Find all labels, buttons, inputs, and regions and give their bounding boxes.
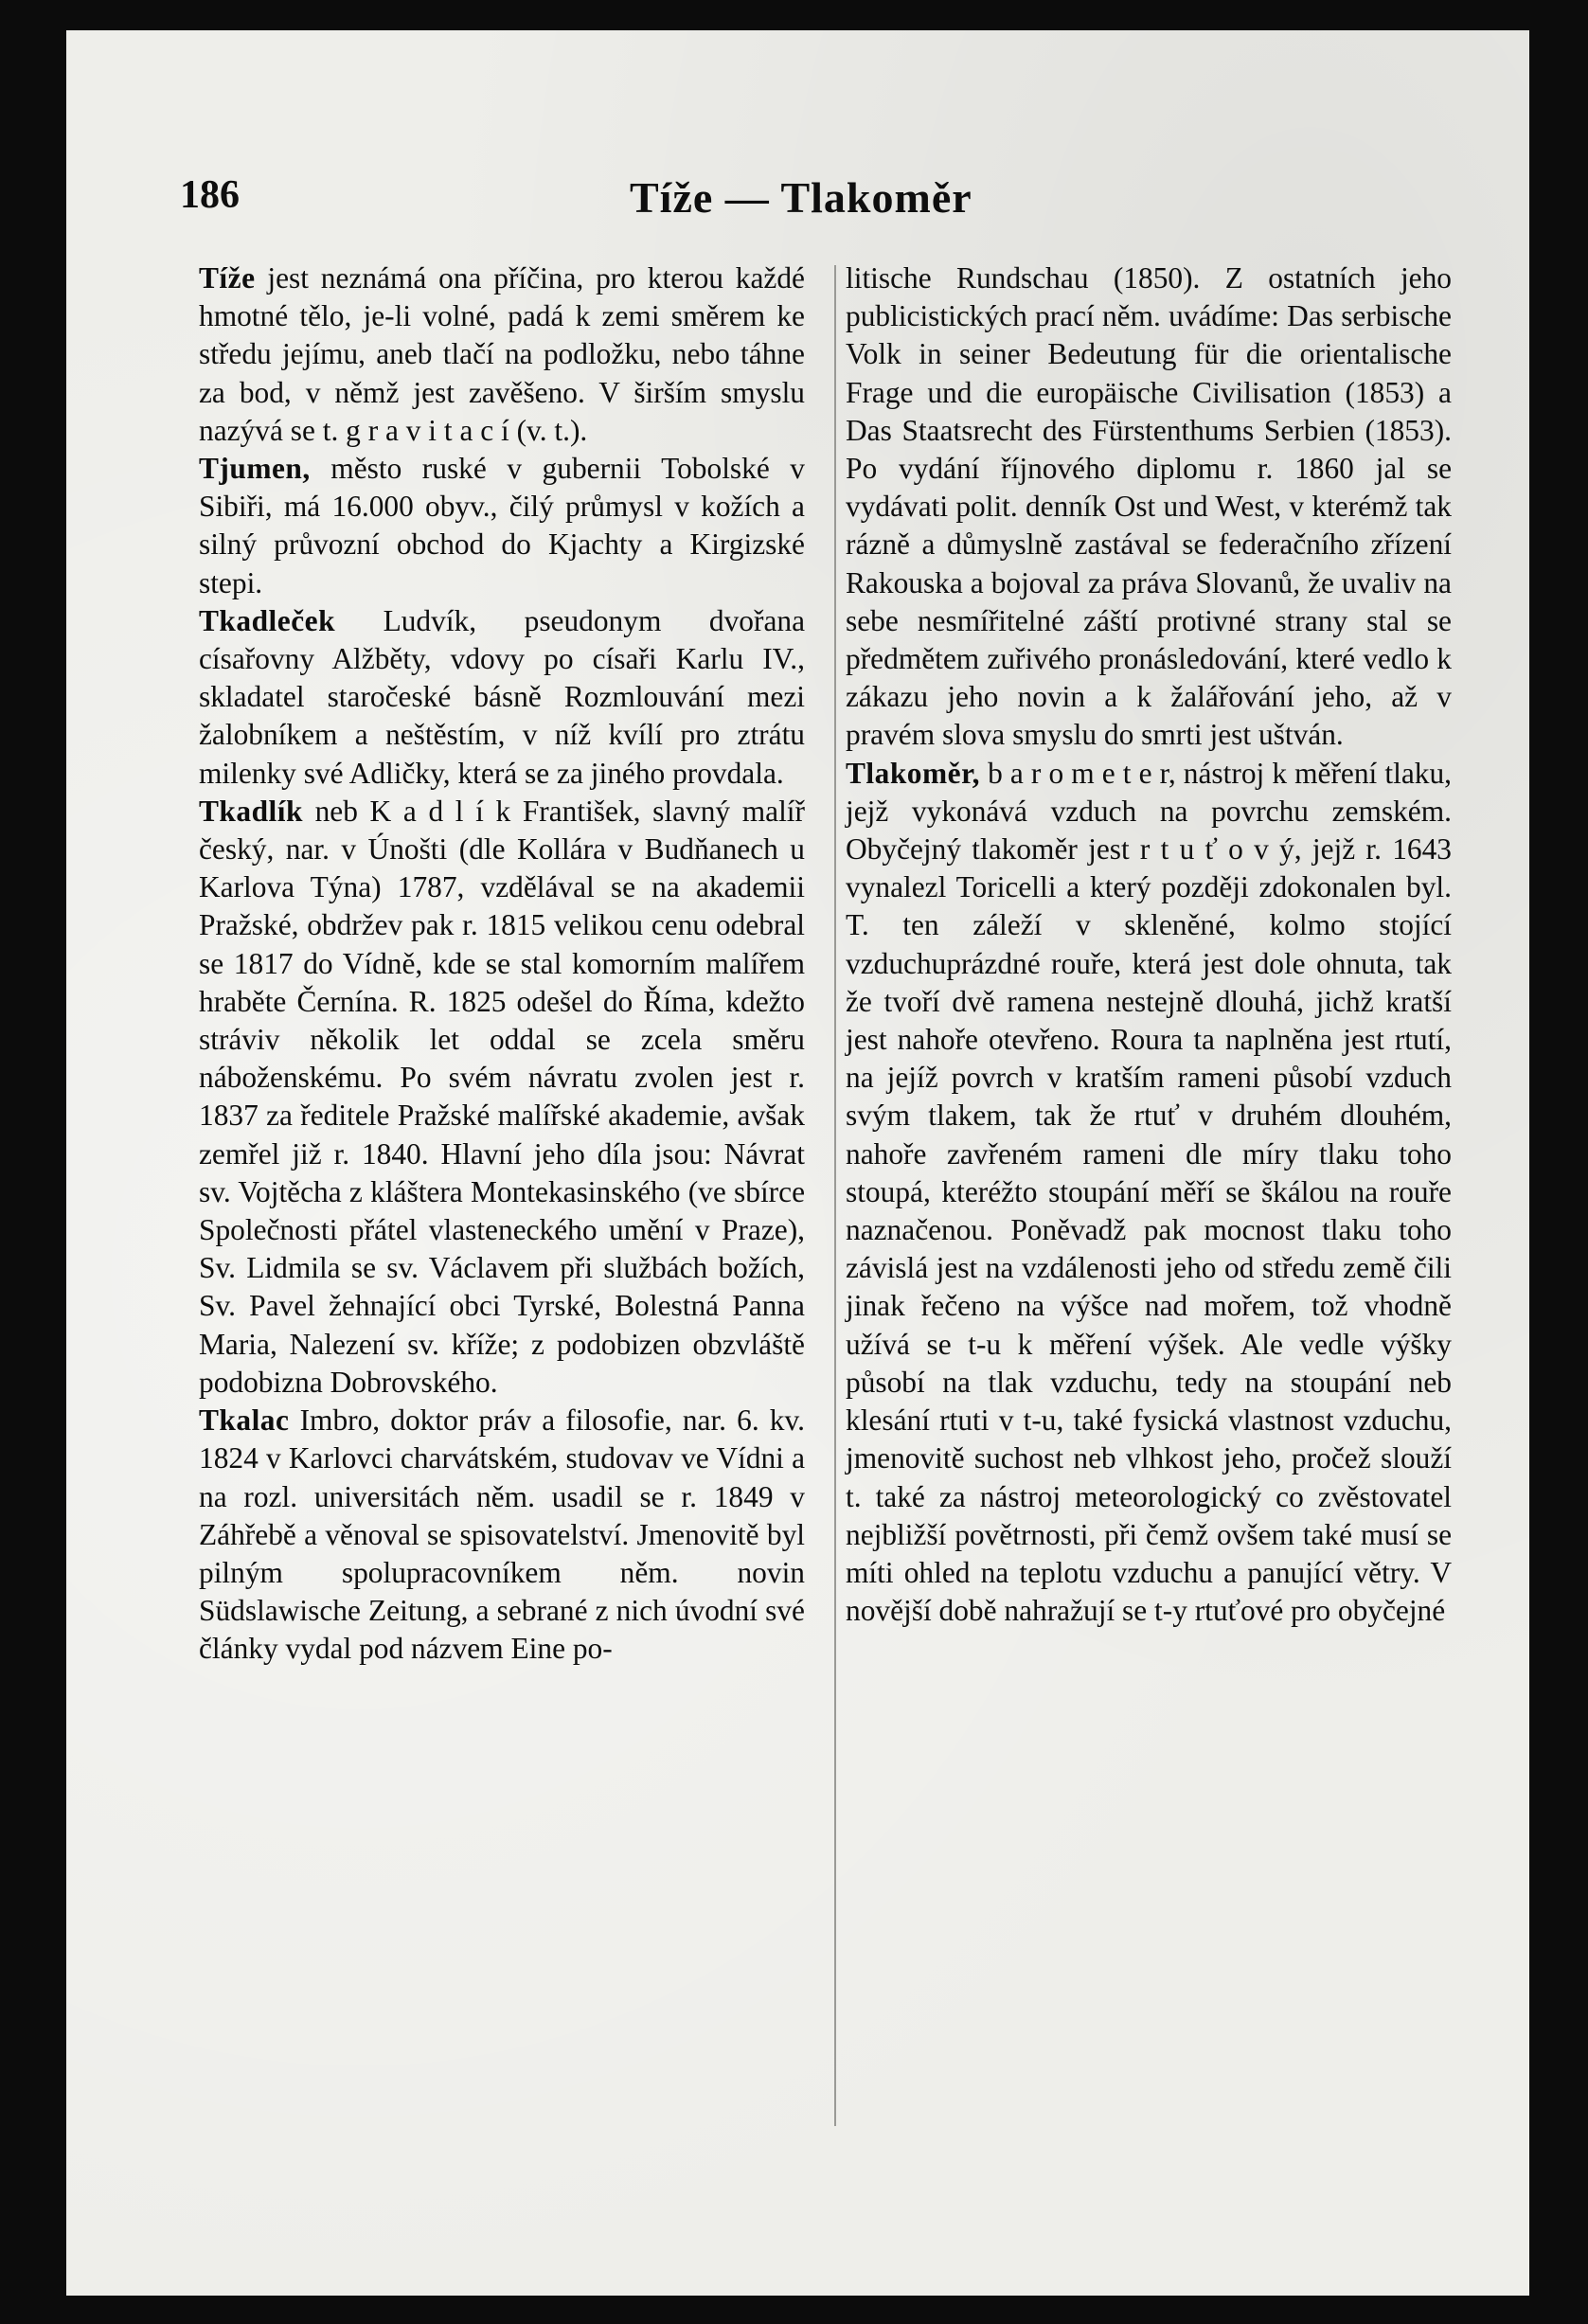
entry-tkalac-continued <box>846 259 1452 755</box>
entry-text: město ruské v gubernii Tobolské v Sibiři, má 16.000 obyv., čilý průmysl v kožích a silný průvozní obchod do Kjachty a Kirgizské stepi. <box>199 452 805 599</box>
entry-headword: Tkadlík <box>199 794 303 828</box>
book-page <box>66 30 1529 2296</box>
entry-text: neb K a d l í k František, slavný malíř český, nar. v Únošti (dle Kollára v Budňanech u Karlova Týna) 1787, vzdělával se na akademii Pražské, obdržev pak r. 1815 velikou cenu odebral se 1817 do Vídně, kde se stal komorním malířem hraběte Černína. R. 1825 odešel do Říma, kdežto stráviv několik let oddal se zcela směru náboženskému. Po svém návratu zvolen jest r. 1837 za ředitele Pražské malířské akademie, avšak zemřel již r. 1840. Hlavní jeho díla jsou: Návrat sv. Vojtěcha z kláštera Montekasinského (ve sbírce Společnosti přátel vlasteneckého umění v Praze), Sv. Lidmila se sv. Václavem při službách božích, Sv. Pavel žehnající obci Tyrské, Bolestná Panna Maria, Nalezení sv. kříže; z podobizen obzvláště podobizna Dobrovského. <box>199 794 805 1399</box>
left-column <box>199 259 805 1669</box>
page-number: 186 <box>180 173 240 217</box>
entry-headword: Tkalac <box>199 1403 290 1438</box>
entry-tkadlik <box>199 793 805 1402</box>
entry-text: litische Rundschau (1850). Z ostatních jeho publicistických prací něm. uvádíme: Das serbische Volk in seiner Bedeutung für die orientalische Frage und die europäische Civilisation (1853) a Das Staatsrecht des Fürstenthums Serbien (1853). Po vydání říjnového diplomu r. 1860 jal se vydávati polit. denník Ost und West, v kterémž tak rázně a důmyslně zastával se federačního zřízení Rakouska a bojoval za práva Slovanů, že uvaliv na sebe nesmířitelné záští protivné strany stal se předmětem zuřivého pronásledování, které vedlo k zákazu jeho novin a k žalářování jeho, až v pravém slova smyslu do smrti jest uštván. <box>846 261 1452 752</box>
entry-tkalac <box>199 1402 805 1668</box>
entry-text: b a r o m e t e r, nástroj k měření tlaku, jejž vykonává vzduch na povrchu zemském. Obyčejný tlakoměr jest r t u ť o v ý, jejž r. 1643 vynalezl Toricelli a který později zdokonalen byl. T. ten záleží v skleněné, kolmo stojící vzduchuprázdné rouře, která jest dole ohnuta, tak že tvoří dvě ramena nestejně dlouhá, jichž kratší jest nahoře otevřeno. Roura ta naplněna jest rtutí, na jejíž povrch v kratším rameni působí vzduch svým tlakem, tak že rtuť v druhém dlouhém, nahoře zavřeném rameni dle míry tlaku toho stoupá, kteréžto stoupání měří se škálou na rouře naznačenou. Poněvadž pak mocnost tlaku toho závislá jest na vzdálenosti jeho od středu země čili jinak řečeno na výšce nad mořem, tož vhodně užívá se t-u k měření výšek. Ale vedle výšky působí na tlak vzduchu, tedy na stoupání neb klesání rtuti v t-u, také fysická vlastnost vzduchu, jmenovitě suchost neb vlhkost jeho, pročež slouží t. také za nástroj meteorologický co zvěstovatel nejbližší povětrnosti, při čemž ovšem také musí se míti ohled na teplotu vzduchu a panující větry. V novější době nahražují se t-y rtuťové pro obyčejné <box>846 756 1452 1628</box>
page-header <box>66 172 1529 229</box>
running-head: Tíže — Tlakoměr <box>630 173 972 222</box>
entry-tize <box>199 259 805 450</box>
right-column <box>846 259 1452 1630</box>
entry-headword: Tlakoměr, <box>846 756 980 790</box>
column-divider <box>834 265 836 2126</box>
entry-tlakomer <box>846 755 1452 1631</box>
entry-headword: Tíže <box>199 261 256 295</box>
entry-text: jest neznámá ona příčina, pro kterou každé hmotné tělo, je-li volné, padá k zemi směrem ke středu jejímu, aneb tlačí na podložku, nebo táhne za bod, v němž jest zavěšeno. V širším smyslu nazývá se t. g r a v i t a c í (v. t.). <box>199 261 805 447</box>
entry-tjumen <box>199 450 805 602</box>
entry-headword: Tkadleček <box>199 603 336 637</box>
entry-text: Ludvík, pseudonym dvořana císařovny Alžběty, vdovy po císaři Karlu IV., skladatel staročeské básně Rozmlouvání mezi žalobníkem a neštěstím, v níž kvílí pro ztrátu milenky své Adličky, která se za jiného provdala. <box>199 603 805 790</box>
entry-headword: Tjumen, <box>199 452 311 486</box>
entry-tkadlecek <box>199 602 805 793</box>
entry-text: Imbro, doktor práv a filosofie, nar. 6. kv. 1824 v Karlovci charvátském, studovav ve Vídni a na rozl. universitách něm. usadil se r. 1849 v Záhřebě a věnoval se spisovatelství. Jmenovitě byl pilným spolupracovníkem něm. novin Südslawische Zeitung, a sebrané z nich úvodní své články vydal pod názvem Eine po- <box>199 1403 805 1666</box>
